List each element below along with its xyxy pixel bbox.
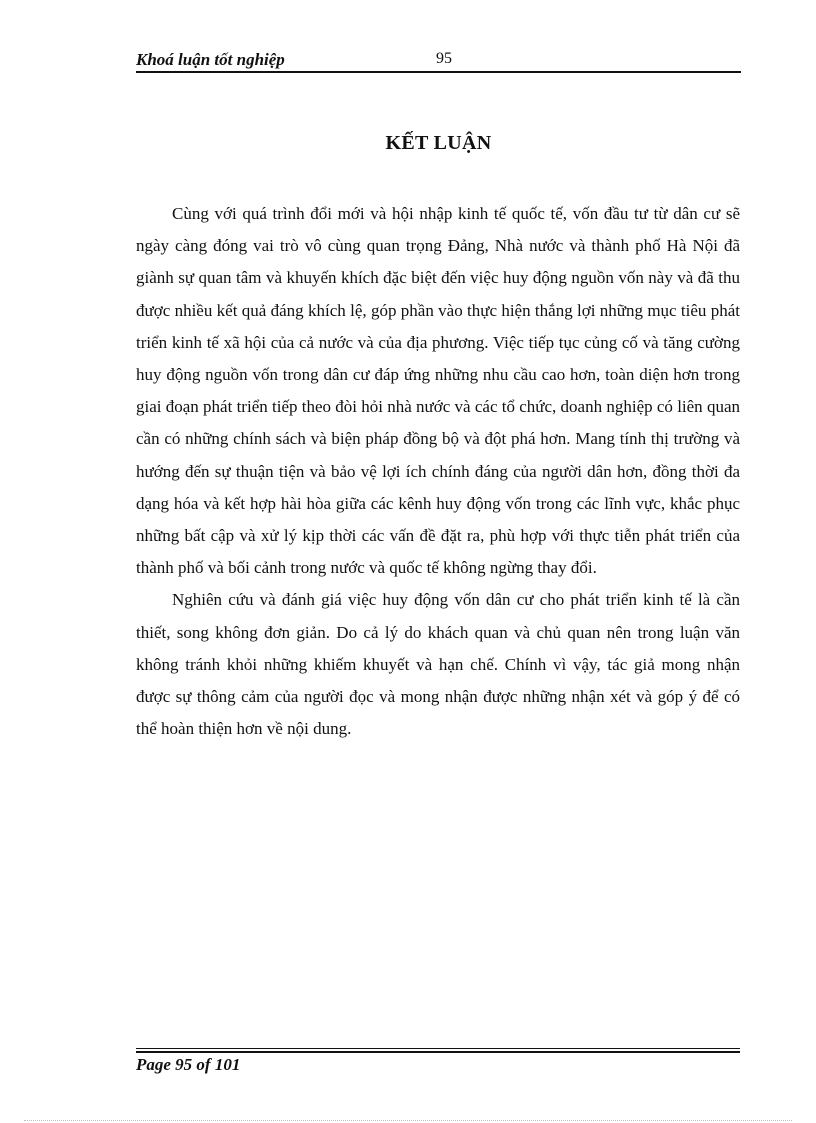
paragraph-2: Nghiên cứu và đánh giá việc huy động vốn dân cư cho phát triển kinh tế là cần thiết, song không đơn giản. Do cả lý do khách quan và chủ quan nên trong luận văn không tránh khỏi những khiếm khuyết và hạn chế. Chính vì vậy, tác giả mong nhận được sự thông cảm của người đọc và mong nhận được những nhận xét và góp ý để có thể hoàn thiện hơn về nội dung. [136,590,740,739]
header-rule [136,71,741,73]
page-header [136,48,741,72]
page-edge-divider [24,1120,792,1121]
paragraph-1: Cùng với quá trình đổi mới và hội nhập kinh tế quốc tế, vốn đầu tư từ dân cư sẽ ngày càng đóng vai trò vô cùng quan trọng Đảng, Nhà nước và thành phố Hà Nội đã giành sự quan tâm và khuyến khích đặc biệt đến việc huy động nguồn vốn này và đã thu được nhiều kết quả đáng khích lệ, góp phần vào thực hiện thắng lợi những mục tiêu phát triển kinh tế xã hội của cả nước và của địa phương. Việc tiếp tục củng cố và tăng cường huy động nguồn vốn trong dân cư đáp ứng những nhu cầu cao hơn, toàn diện hơn trong giai đoạn phát triển tiếp theo đòi hỏi nhà nước và các tổ chức, doanh nghiệp có liên quan cần có những chính sách và biện pháp đồng bộ và đột phá hơn. Mang tính thị trường và hướng đến sự thuận tiện và bảo vệ lợi ích chính đáng của người dân hơn, đồng thời đa dạng hóa và kết hợp hài hòa giữa các kênh huy động vốn trong các lĩnh vực, khắc phục những bất cập và xử lý kịp thời các vấn đề đặt ra, phù hợp với thực tiễn phát triển của thành phố và bối cảnh trong nước và quốc tế không ngừng thay đổi. [136,204,740,578]
body-text [136,198,740,745]
footer-rule [136,1048,740,1052]
header-page-number: 95 [436,50,452,67]
footer-rule-thick [136,1051,740,1053]
footer-rule-thin [136,1048,740,1049]
section-heading: KẾT LUẬN [385,132,492,154]
header-title: Khoá luận tốt nghiệp [136,50,285,69]
footer-page-label: Page 95 of 101 [136,1055,241,1074]
